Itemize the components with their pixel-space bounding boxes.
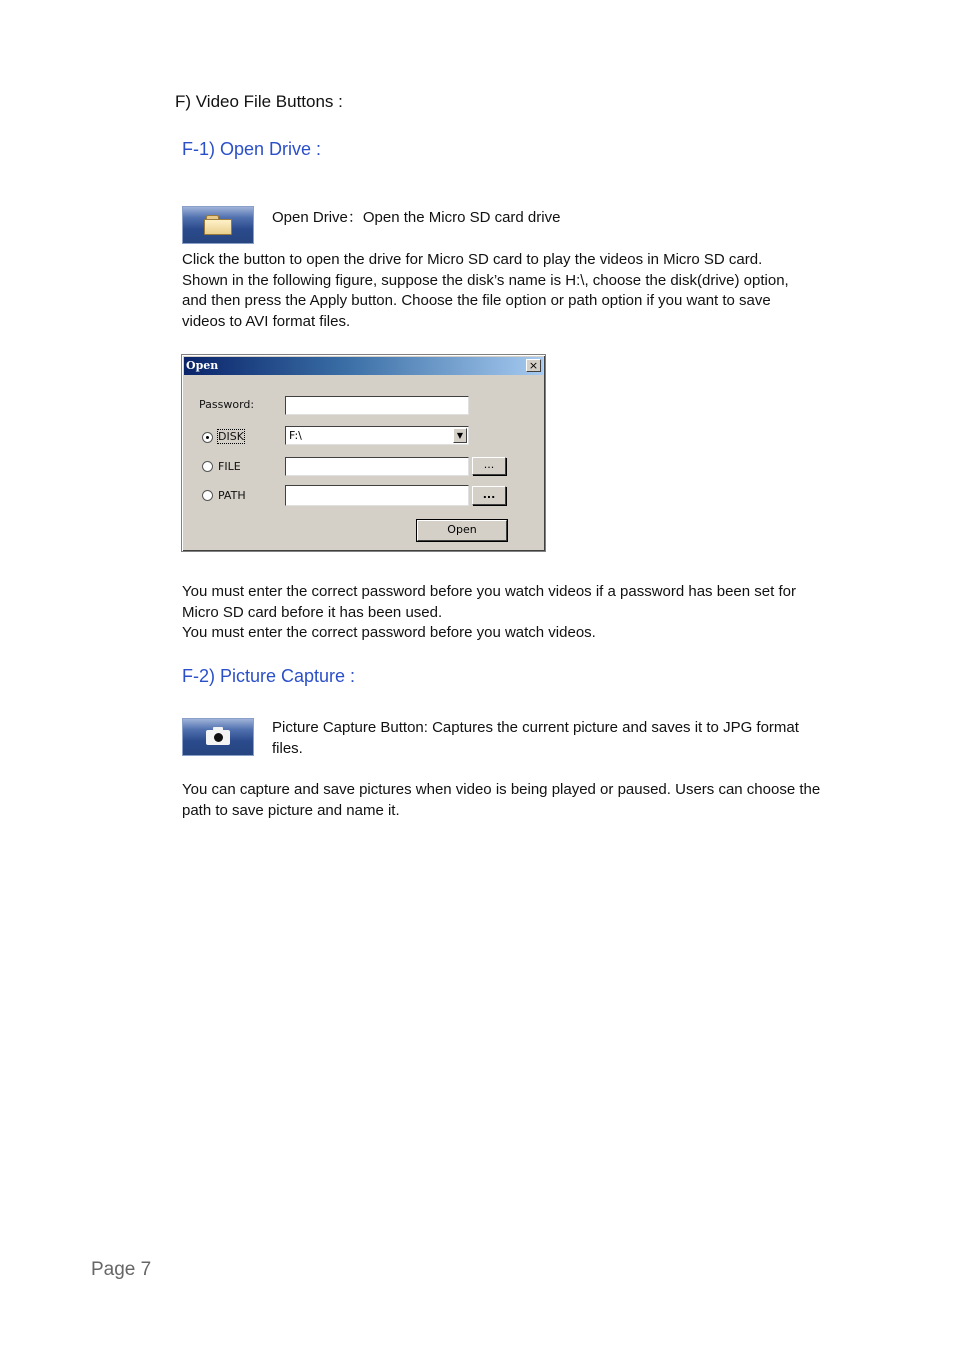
file-browse-button[interactable]: ... (472, 457, 506, 475)
open-drive-paragraph (182, 250, 882, 333)
password-input[interactable] (285, 396, 469, 415)
path-browse-button[interactable]: ... (472, 486, 506, 505)
caption-line: Picture Capture Button: Captures the current picture and saves it to JPG format (272, 719, 799, 736)
paragraph-line: You must enter the correct password before you watch videos. (182, 624, 596, 642)
file-label: FILE (218, 460, 241, 473)
open-dialog (181, 354, 546, 552)
open-drive-caption: Open Drive：Open the Micro SD card drive (272, 209, 561, 226)
file-radio[interactable] (202, 461, 213, 472)
caption-line: files. (272, 739, 303, 757)
disk-label: DISK (218, 430, 244, 443)
paragraph-line: Shown in the following figure, suppose the disk’s name is H:\, choose the disk(drive) option, (182, 271, 789, 289)
paragraph-line: path to save picture and name it. (182, 801, 400, 819)
path-label: PATH (218, 489, 246, 502)
page-number: Page 7 (91, 1259, 152, 1280)
paragraph-line: You must enter the correct password before you watch videos if a password has been set for (182, 583, 796, 600)
picture-capture-paragraph (182, 780, 882, 821)
paragraph-line: Click the button to open the drive for Micro SD card to play the videos in Micro SD card. (182, 251, 763, 268)
close-button[interactable] (526, 359, 541, 372)
open-drive-heading: F-1) Open Drive : (182, 139, 322, 159)
paragraph-line: Micro SD card before it has been used. (182, 603, 443, 621)
disk-radio[interactable] (202, 432, 213, 443)
path-radio[interactable] (202, 490, 213, 501)
paragraph-line: You can capture and save pictures when video is being played or paused. Users can choose the (182, 781, 821, 798)
paragraph-line: videos to AVI format files. (182, 313, 351, 331)
chevron-down-icon[interactable]: ▼ (453, 428, 467, 443)
folder-icon (204, 215, 232, 235)
open-button[interactable]: Open (417, 520, 507, 541)
disk-select-value: F:\ (289, 429, 302, 442)
camera-icon (204, 727, 232, 747)
close-icon: × (528, 359, 539, 372)
paragraph-line: and then press the Apply button. Choose the file option or path option if you want to save (182, 292, 771, 310)
file-input[interactable] (285, 457, 469, 476)
picture-capture-button[interactable] (182, 718, 254, 756)
password-label: Password: (199, 398, 255, 411)
picture-capture-caption (272, 718, 872, 759)
path-input[interactable] (285, 485, 469, 506)
password-note (182, 582, 882, 644)
dialog-titlebar (184, 357, 543, 375)
dialog-title: Open (186, 359, 219, 372)
open-drive-button[interactable] (182, 206, 254, 244)
picture-capture-heading: F-2) Picture Capture : (182, 666, 356, 686)
section-title: F) Video File Buttons : (175, 92, 343, 111)
disk-select[interactable] (285, 426, 469, 445)
